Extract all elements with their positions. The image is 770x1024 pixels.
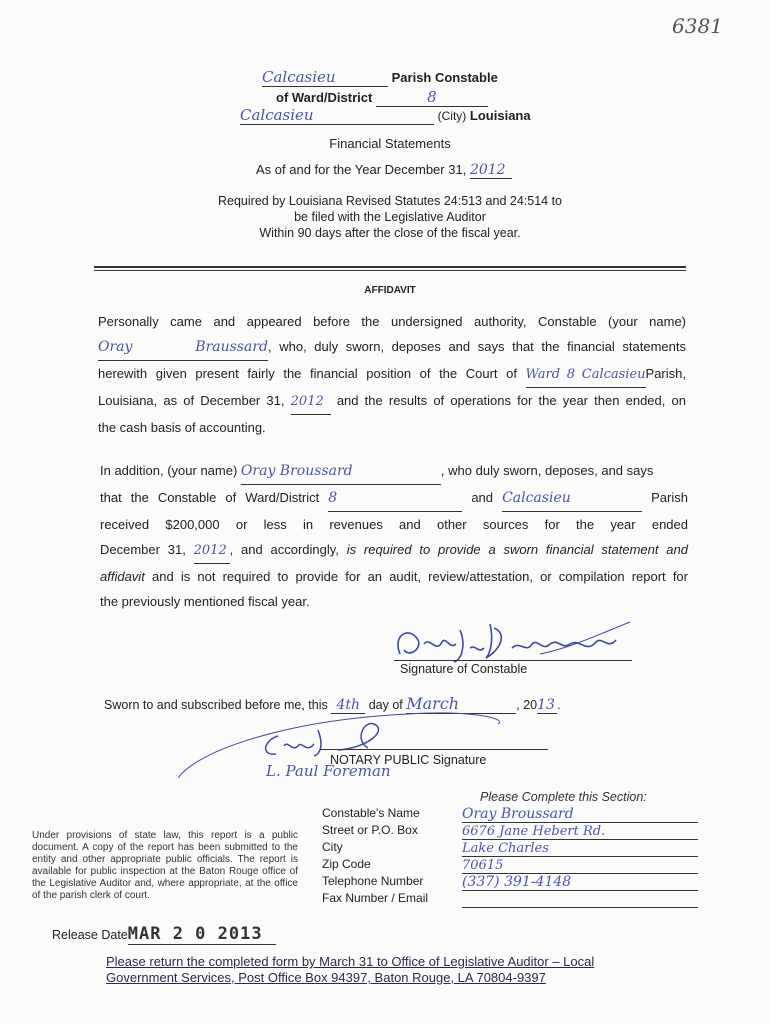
sworn-year-field: 13 xyxy=(537,697,557,714)
p2-name-field: Oray Broussard xyxy=(241,459,441,485)
contact-value: 70615 xyxy=(462,857,698,874)
p1-line-3-text: herewith given present fairly the financial position of the Court of xyxy=(98,366,517,381)
contact-row xyxy=(322,806,698,823)
header-parish-line xyxy=(262,68,498,87)
year-field: 2012 xyxy=(470,162,512,179)
contact-row xyxy=(322,823,698,840)
p2-line-1 xyxy=(100,458,688,485)
day-field: 4th xyxy=(331,697,365,714)
month-field: March xyxy=(406,694,516,714)
constable-signature xyxy=(390,614,640,666)
release-date xyxy=(52,924,276,945)
notary-printed-name: L. Paul Foreman xyxy=(266,762,391,780)
constable-signature-line xyxy=(394,660,632,661)
constable-signature-label: Signature of Constable xyxy=(400,662,528,676)
p2-line-4-mid: , and accordingly, xyxy=(229,542,339,557)
contact-value xyxy=(462,891,698,908)
sworn-year-prefix: 20 xyxy=(523,698,538,712)
constable-name-field: Oray Braussard xyxy=(98,335,268,361)
year-prefix: As of and for the Year December 31, xyxy=(256,162,467,177)
day-of-label: day of xyxy=(368,698,403,712)
p2-line-4-text: December 31, xyxy=(100,542,186,557)
document-number: 6381 xyxy=(672,14,723,38)
p2-ward-field: 8 xyxy=(328,486,462,512)
p2-line-4-italic: is required to provide a sworn financial statement and xyxy=(346,542,688,557)
affidavit-title: AFFIDAVIT xyxy=(364,285,416,296)
city-field: Calcasieu xyxy=(240,106,434,125)
contact-label: City xyxy=(322,840,343,854)
release-date-label: Release Date xyxy=(52,928,128,942)
p1-year-field: 2012 xyxy=(291,389,331,415)
contact-row xyxy=(322,857,698,874)
p1-line-5: the cash basis of accounting. xyxy=(98,420,266,435)
contact-table xyxy=(322,806,698,908)
p2-line-2-parish: Parish xyxy=(651,490,688,505)
contact-row xyxy=(322,891,698,908)
court-field: Ward 8 Calcasieu xyxy=(526,362,646,388)
ward-label: of Ward/District xyxy=(276,90,373,105)
parish-constable-label: Parish Constable xyxy=(391,70,498,85)
p1-line-4-text: Louisiana, as of December 31, xyxy=(98,393,285,408)
requirement-line-2: be filed with the Legislative Auditor xyxy=(294,210,486,224)
year-line xyxy=(256,162,512,179)
p1-line-3 xyxy=(98,361,686,388)
contact-value: Lake Charles xyxy=(462,840,698,857)
p1-line-4 xyxy=(98,388,686,415)
p1-line-2-text: , who, duly sworn, deposes and says that the financial statements xyxy=(268,339,686,354)
notary-signature-line xyxy=(320,749,548,750)
p1-line-1: Personally came and appeared before the undersigned authority, Constable (your name) xyxy=(98,314,686,329)
header-ward-line xyxy=(276,88,488,107)
p2-line-2-and: and xyxy=(471,490,494,505)
p2-line-2-text: that the Constable of Ward/District xyxy=(100,490,320,505)
contact-label: Zip Code xyxy=(322,857,371,871)
contact-row xyxy=(322,840,698,857)
p2-line-5 xyxy=(100,564,688,589)
p2-line-5-text: and is not required to provide for an audit, review/attestation, or compilation report for xyxy=(151,569,688,584)
p2-year-field: 2012 xyxy=(194,538,230,564)
contact-label: Constable's Name xyxy=(322,806,420,820)
contact-label: Telephone Number xyxy=(322,874,424,888)
public-document-notice: Under provisions of state law, this report is a public document. A copy of the report has been submitted to the entity and other appropriate public officials. The report is available for public inspection at the Baton Rouge office of the Legislative Auditor and, where appropriate, at the office of the parish clerk of court. xyxy=(32,830,298,901)
p1-line-2 xyxy=(98,334,686,361)
p2-line-5-italic: affidavit xyxy=(100,569,145,584)
contact-label: Fax Number / Email xyxy=(322,891,429,905)
parish-name-field: Calcasieu xyxy=(262,68,388,87)
contact-row xyxy=(322,874,698,891)
p2-line-3: received $200,000 or less in revenues and other sources for the year ended xyxy=(100,517,688,532)
contact-label: Street or P.O. Box xyxy=(322,823,418,837)
requirement-text xyxy=(0,193,770,241)
contact-value: 6676 Jane Hebert Rd. xyxy=(462,823,698,840)
p2-line-6: the previously mentioned fiscal year. xyxy=(100,594,310,609)
contact-value: (337) 391-4148 xyxy=(462,874,698,891)
p2-line-2 xyxy=(100,485,688,512)
footer-line-2: Government Services, Post Office Box 94397, Baton Rouge, LA 70804-9397 xyxy=(106,970,546,985)
sworn-text: Sworn to and subscribed before me, this xyxy=(104,698,328,712)
contact-value: Oray Broussard xyxy=(462,806,698,823)
contact-heading: Please Complete this Section: xyxy=(480,790,647,804)
state-label: Louisiana xyxy=(469,108,531,123)
doc-title: Financial Statements xyxy=(329,136,451,151)
p1-line-3-parish: Parish, xyxy=(645,366,686,381)
footer-instructions xyxy=(106,954,594,986)
city-label: (City) xyxy=(437,109,467,123)
p2-line-4 xyxy=(100,537,688,564)
notary-signature-label: NOTARY PUBLIC Signature xyxy=(330,753,487,767)
p2-parish-field: Calcasieu xyxy=(502,486,642,512)
affidavit-paragraph-2 xyxy=(100,458,688,614)
p2-line-1-post: , who duly sworn, deposes, and says xyxy=(440,463,654,478)
ward-field: 8 xyxy=(376,88,488,107)
footer-line-1: Please return the completed form by March 31 to Office of Legislative Auditor – Local xyxy=(106,954,595,969)
p1-line-4-post: and the results of operations for the year then ended, on xyxy=(336,393,686,408)
p2-line-1-text: In addition, (your name) xyxy=(100,463,238,478)
sworn-line: Sworn to and subscribed before me, this 4th day of March , 2013 . xyxy=(104,694,561,713)
requirement-line-1: Required by Louisiana Revised Statutes 24:513 and 24:514 to xyxy=(218,194,562,208)
release-date-stamp: MAR 2 0 2013 xyxy=(128,924,276,945)
divider-rule xyxy=(94,266,686,271)
affidavit-paragraph-1 xyxy=(98,309,686,440)
header-city-line xyxy=(240,106,531,125)
requirement-line-3: Within 90 days after the close of the fiscal year. xyxy=(259,226,521,240)
